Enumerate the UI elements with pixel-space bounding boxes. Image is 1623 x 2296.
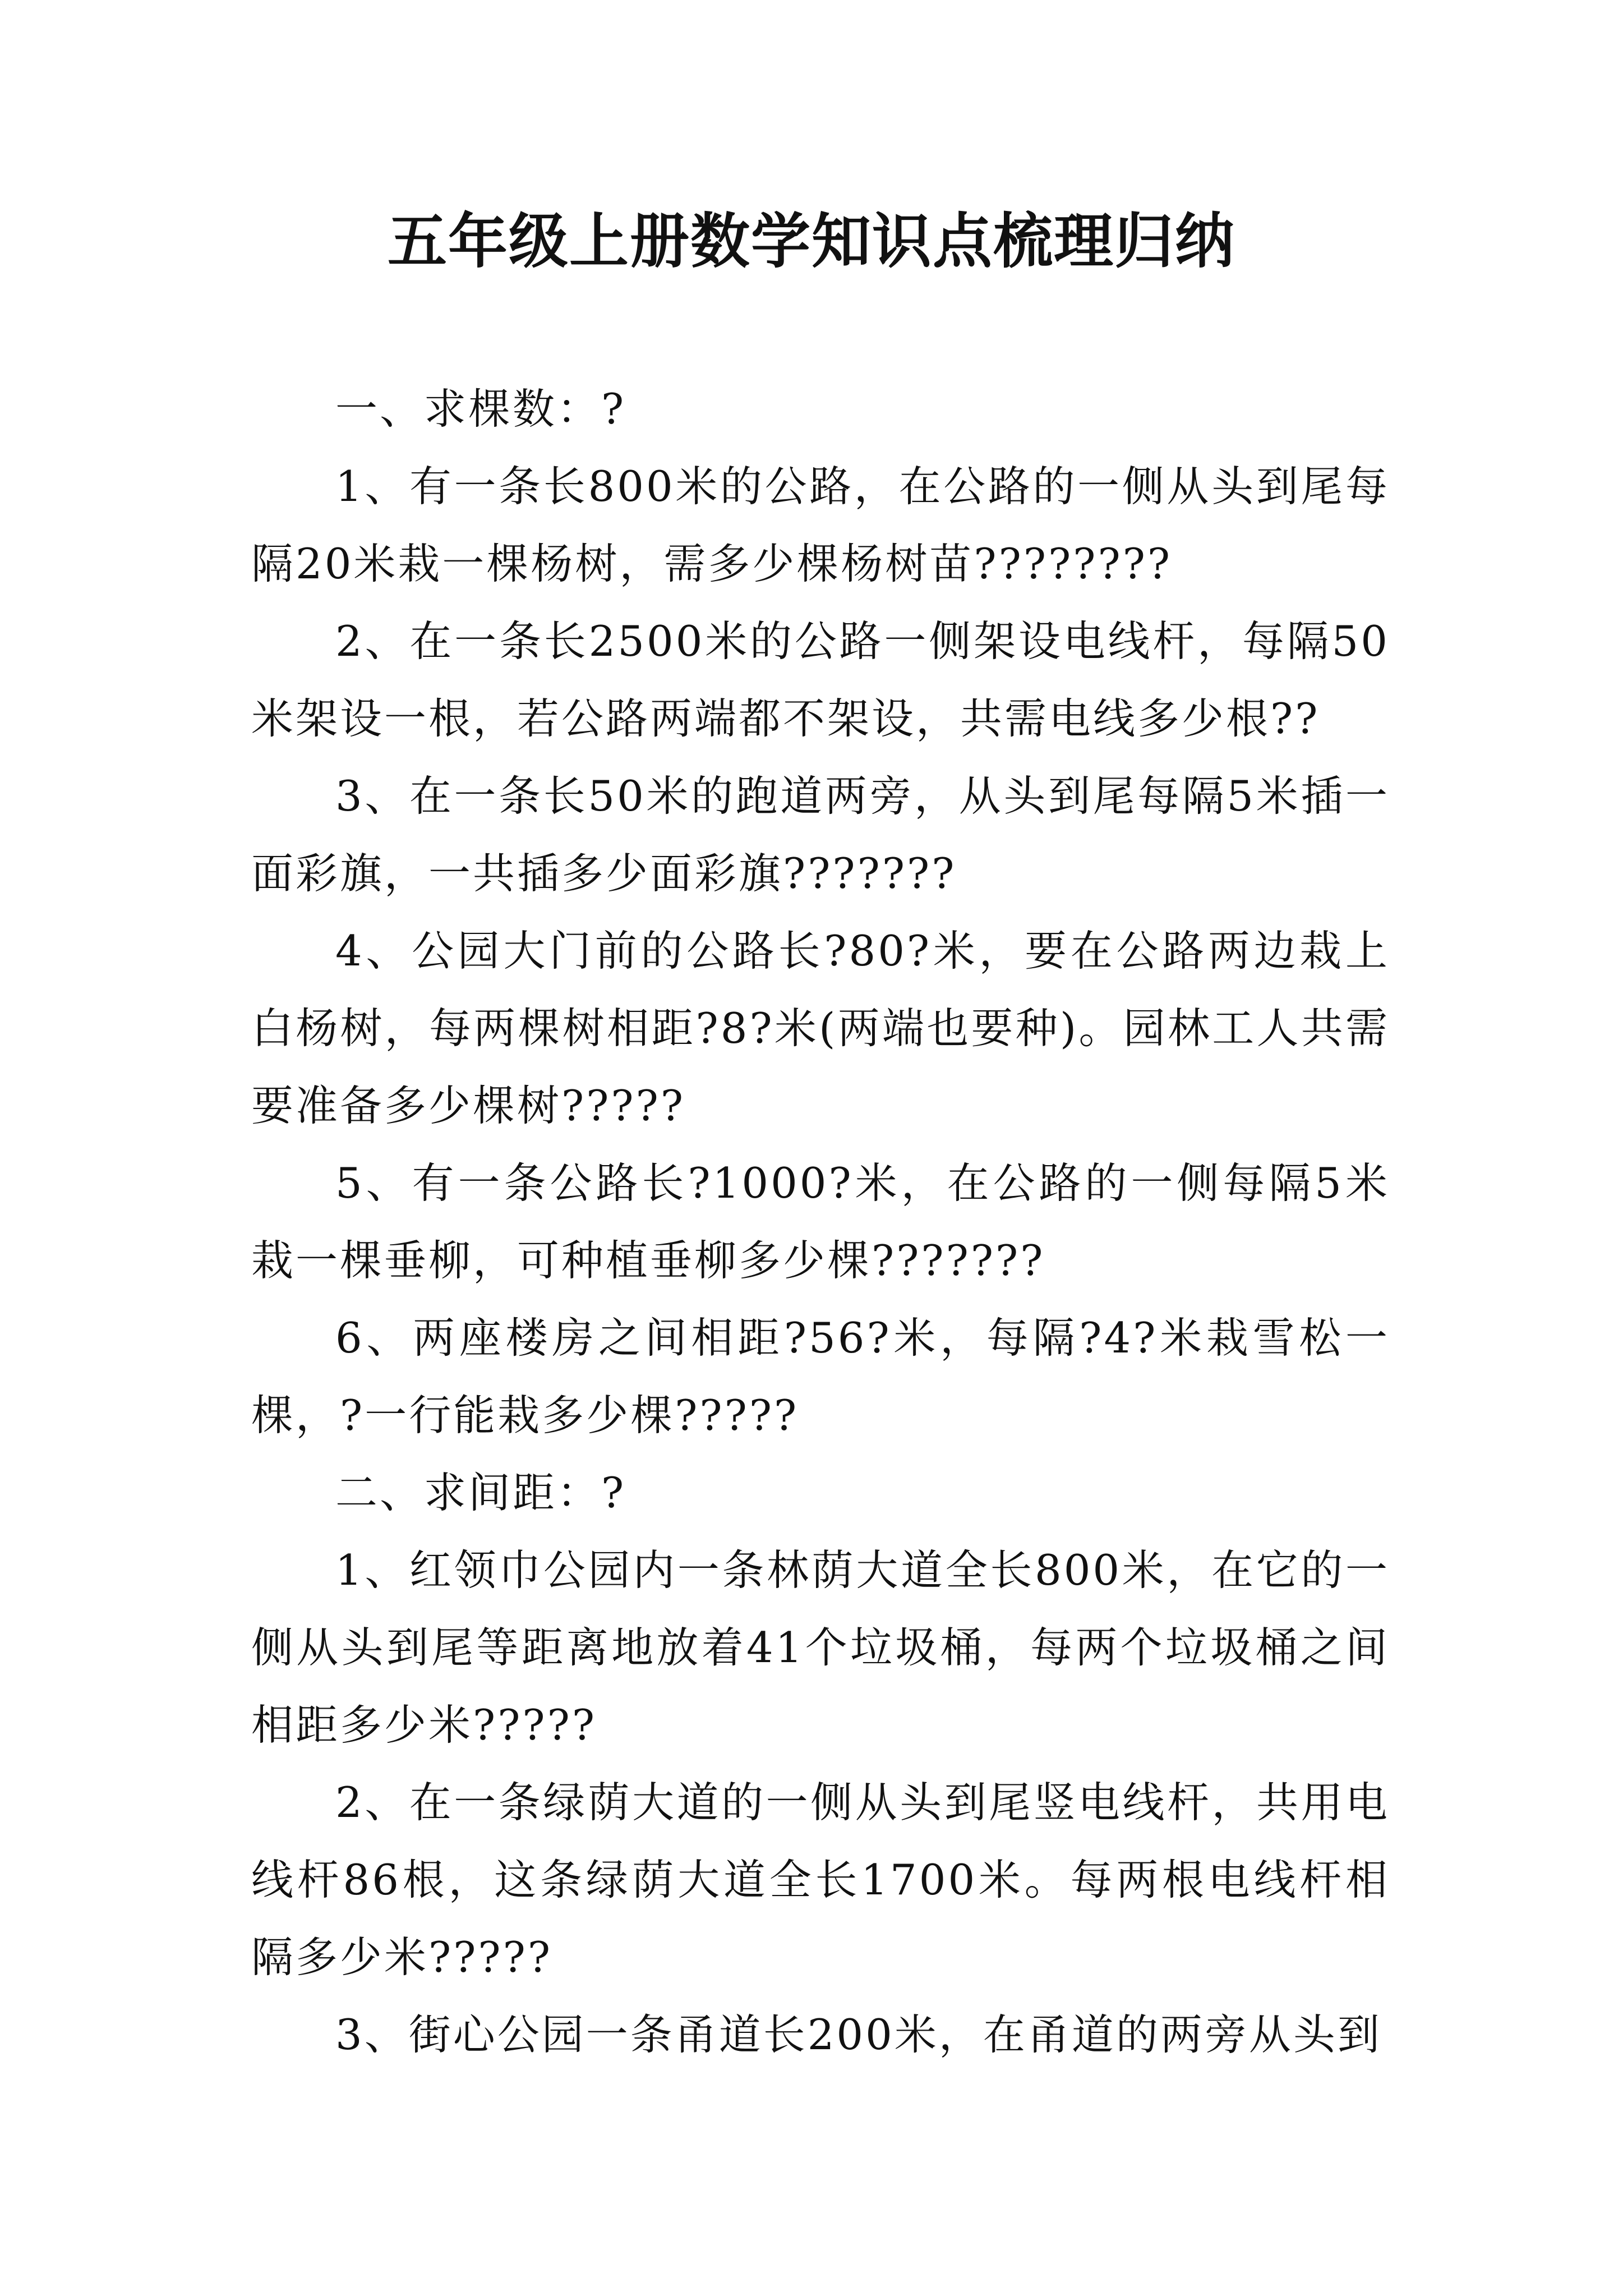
paragraph: 2、在一条绿荫大道的一侧从头到尾竖电线杆，共用电线杆86根，这条绿荫大道全长1700米。每两根电线杆相隔多少米?????	[251, 1778, 1390, 1982]
paragraph: 5、有一条公路长?1000?米，在公路的一侧每隔5米栽一棵垂柳，可种植垂柳多少棵???????	[251, 1158, 1390, 1285]
paragraph: 6、两座楼房之间相距?56?米，每隔?4?米栽雪松一棵，?一行能栽多少棵?????	[251, 1313, 1390, 1440]
section-heading-find-spacing: 二、求间距：?	[335, 1468, 626, 1517]
paragraph: 3、街心公园一条甬道长200米，在甬道的两旁从头到	[335, 2010, 1382, 2059]
section-heading-count-trees: 一、求棵数：?	[335, 384, 626, 434]
paragraph: 1、有一条长800米的公路，在公路的一侧从头到尾每隔20米栽一棵杨树，需多少棵杨树苗????????	[251, 462, 1390, 588]
paragraph: 2、在一条长2500米的公路一侧架设电线杆，每隔50米架设一根，若公路两端都不架设，共需电线多少根??	[251, 616, 1390, 743]
page-title: 五年级上册数学知识点梳理归纳	[388, 206, 1235, 276]
paragraph: 1、红领巾公园内一条林荫大道全长800米，在它的一侧从头到尾等距离地放着41个垃圾桶，每两个垃圾桶之间相距多少米?????	[251, 1545, 1390, 1750]
document-body	[251, 370, 1390, 2073]
paragraph: 4、公园大门前的公路长?80?米，要在公路两边栽上白杨树，每两棵树相距?8?米(两端也要种)。园林工人共需要准备多少棵树?????	[251, 926, 1390, 1130]
paragraph: 3、在一条长50米的跑道两旁，从头到尾每隔5米插一面彩旗，一共插多少面彩旗???????	[251, 771, 1390, 898]
